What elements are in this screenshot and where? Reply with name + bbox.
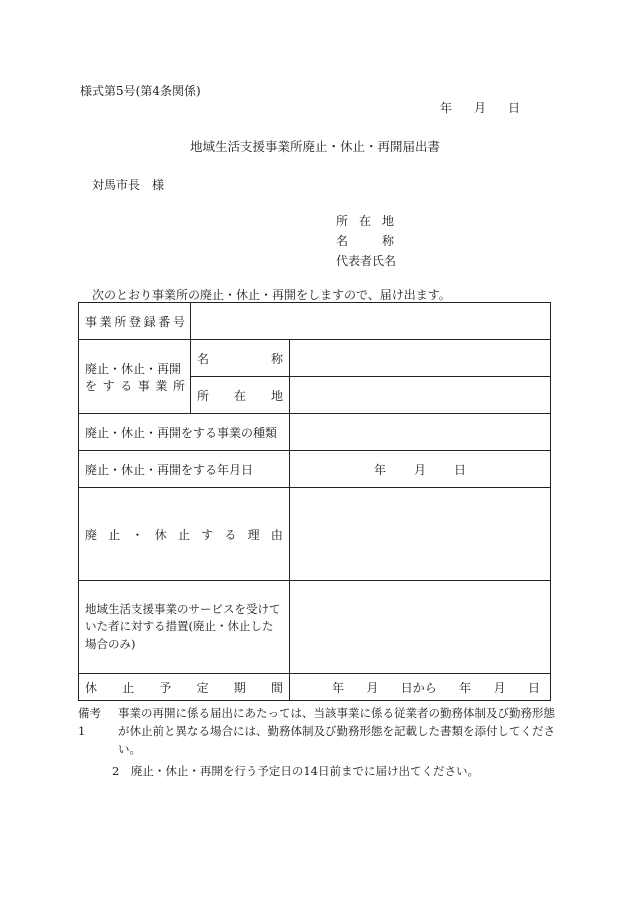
notes-head: 備考 1 — [78, 706, 113, 738]
measures-field[interactable] — [290, 581, 551, 674]
row-date — [79, 451, 551, 488]
notification-table — [78, 302, 551, 701]
row-registration-number — [79, 303, 551, 340]
form-number: 様式第5号(第4条関係) — [80, 84, 201, 98]
row-facility-name — [79, 340, 551, 377]
row-business-type — [79, 414, 551, 451]
submission-date — [440, 99, 520, 116]
reason-field[interactable] — [290, 488, 551, 581]
facility-name-label: 名 称 — [191, 340, 290, 377]
measures-label: 地域生活支援事業のサービスを受けていた者に対する措置(廃止・休止した場合のみ) — [79, 581, 290, 674]
registration-number-label: 事 業 所 登 録 番 号 — [79, 303, 191, 340]
note-1: 事業の再開に係る届出にあたっては、当該事業に係る従業者の勤務体制及び勤務形態が休止前と異なる場合には、勤務体制及び勤務形態を記載した書類を添付してください。 — [118, 706, 555, 756]
registration-number-field[interactable] — [191, 303, 551, 340]
period-field[interactable]: 年 月 日から 年 月 日 — [290, 674, 551, 701]
date-field[interactable]: 年 月 日 — [290, 451, 551, 488]
date-month: 月 — [473, 101, 486, 115]
applicant-representative-label: 代表者氏名 — [336, 254, 397, 268]
facility-address-field[interactable] — [290, 377, 551, 414]
business-type-field[interactable] — [290, 414, 551, 451]
date-day: 日 — [507, 101, 520, 115]
applicant-name-label: 名 称 — [336, 234, 394, 248]
period-label: 休 止 予 定 期 間 — [79, 674, 290, 701]
row-measures — [79, 581, 551, 674]
note-2: 2 廃止・休止・再開を行う予定日の14日前までに届け出てください。 — [112, 764, 479, 778]
facility-address-label: 所 在 地 — [191, 377, 290, 414]
intro-text: 次のとおり事業所の廃止・休止・再開をしますので、届け出ます。 — [92, 288, 451, 302]
facility-label: 廃止・休止・再開 を す る 事 業 所 — [79, 340, 191, 414]
applicant-block — [336, 212, 396, 272]
row-period — [79, 674, 551, 701]
facility-name-field[interactable] — [290, 340, 551, 377]
date-year: 年 — [440, 101, 453, 115]
date-label: 廃止・休止・再開をする年月日 — [79, 451, 290, 488]
reason-label: 廃 止 ・ 休 止 す る 理 由 — [79, 488, 290, 581]
addressee: 対馬市長 様 — [92, 178, 165, 192]
applicant-address-label: 所 在 地 — [336, 214, 394, 228]
notes — [78, 704, 558, 780]
business-type-label: 廃止・休止・再開をする事業の種類 — [79, 414, 290, 451]
document-title: 地域生活支援事業所廃止・休止・再開届出書 — [189, 139, 440, 154]
row-reason — [79, 488, 551, 581]
